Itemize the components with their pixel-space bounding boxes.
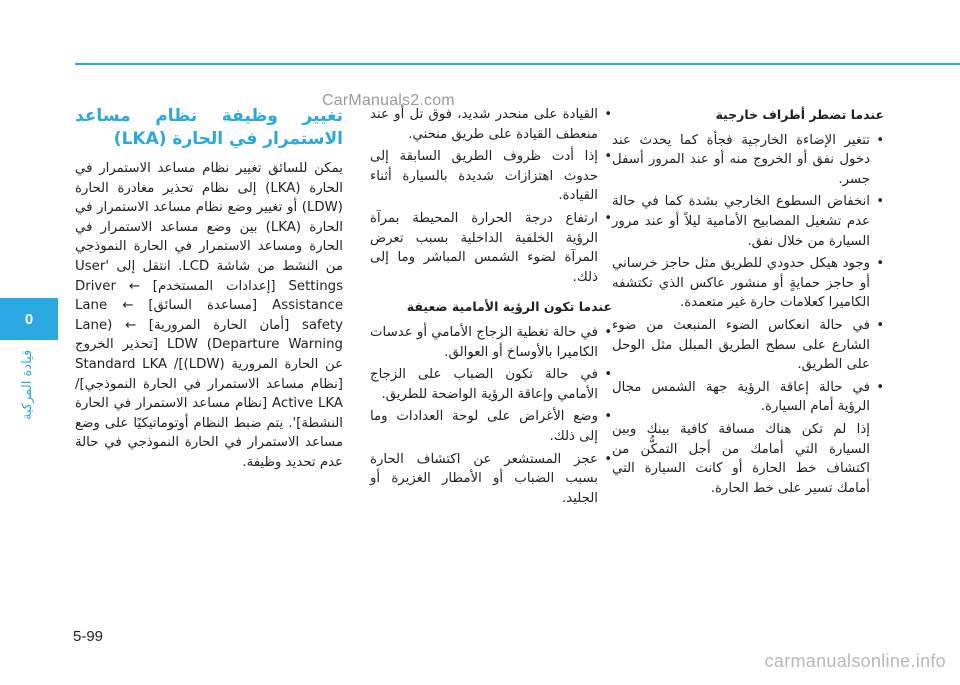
watermark-carmanuals: CarManuals2.com — [322, 92, 455, 109]
section-body: يمكن للسائق تغيير نظام مساعد الاستمرار في الحارة (LKA) إلى نظام تحذير مغادرة الحارة (LDW) أو تغيير وضع نظام مساعد الاستمرار في الحارة (LKA) بين وضع مساعد الاستمرار في الحارة ومساعد الاستمرار في الحارة النموذجي من النشط من شاشة LCD. انتقل إلى 'User Settings [إعدادات المستخدم] ← Driver Assistance [مساعدة السائق] ← Lane safety [أمان الحارة المرورية] ← (Lane Departure Warning) LDW [تحذير الخروج عن الحارة المرورية (LDW)]/ Standard LKA [نظام مساعد الاستمرار في الحارة النموذجي]/ Active LKA [نظام مساعد الاستمرار في الحارة النشطة]'. يتم ضبط النظام أوتوماتيكيًا على وضع مساعد الاستمرار في الحارة النموذجي في حالة عدم تحديد وظيفة. — [75, 161, 343, 470]
list-item: • في حالة إعاقة الرؤية جهة الشمس مجال الرؤية أمام السيارة. — [612, 378, 870, 417]
list-item: • وجود هيكل حدودي للطريق مثل حاجز خرساني أو حاجز حمايةٍ أو منشور عاكس الذي تكتشفه الكاميرا كعلامات حارة غير متعمدة. — [612, 254, 870, 313]
chapter-number: 0 — [24, 310, 34, 328]
watermark-carmanualsonline: carmanualsonline.info — [764, 651, 946, 671]
list-item: • عجز المستشعر عن اكتشاف الحارة بسبب الضباب أو الأمطار الغزيرة أو الجليد. — [370, 450, 598, 509]
section-title: تغيير وظيفة نظام مساعد الاستمرار في الحارة (LKA) — [75, 106, 343, 149]
right-heading: عندما تضطر أطراف خارجية — [715, 107, 884, 122]
list-item: • ارتفاع درجة الحرارة المحيطة بمرآة الرؤية الخلفية الداخلية بسبب تعرض المرآة لضوء الشمس المباشر وما إلى ذلك. — [370, 209, 598, 287]
list-item: • القيادة على منحدر شديد، فوق تل أو عند منعطف القيادة على طريق منحني. — [370, 105, 598, 144]
list-item: • تتغير الإضاءة الخارجية فجأة كما يحدث عند دخول نفق أو الخروج منه أو عند المرور أسفل جسر. — [612, 131, 870, 190]
list-item: • في حالة تغطية الزجاج الأمامي أو عدسات الكاميرا بالأوساخ أو العوالق. — [370, 323, 598, 362]
chapter-label: قيادة المركبة — [20, 349, 35, 421]
middle-bullet-list-bottom — [370, 323, 612, 508]
middle-bullet-list-top — [370, 105, 612, 287]
left-column — [75, 105, 343, 473]
list-item: • انخفاض السطوع الخارجي بشدة كما في حالة عدم تشغيل المصابيح الأمامية ليلاً أو عند مرور السيارة من خلال نفق. — [612, 192, 870, 251]
chapter-tab — [0, 298, 58, 340]
middle-sub-heading: عندما تكون الرؤية الأمامية ضعيفة — [406, 299, 612, 315]
right-closing-paragraph: إذا لم تكن هناك مسافة كافية بينك وبين السيارة التي أمامك من أجل التمكُّن من اكتشاف خط الحارة أو كانت السيارة التي أمامك تسير على خط الحارة. — [612, 421, 870, 496]
list-item: • في حالة انعكاس الضوء المنبعث من ضوء الشارع على سطح الطريق المبلل مثل الوحل على الطريق. — [612, 316, 870, 375]
right-column — [612, 105, 884, 498]
list-item: • وضع الأغراض على لوحة العدادات وما إلى ذلك. — [370, 407, 598, 446]
middle-column — [370, 105, 612, 511]
page-number: 5-99 — [73, 628, 104, 645]
top-rule — [75, 63, 960, 65]
right-bullet-list — [612, 131, 884, 417]
list-item: • إذا أدت ظروف الطريق السابقة إلى حدوث اهتزازات شديدة بالسيارة أثناء القيادة. — [370, 147, 598, 206]
list-item: • في حالة تكون الضباب على الزجاج الأمامي وإعاقة الرؤية الواضحة للطريق. — [370, 365, 598, 404]
